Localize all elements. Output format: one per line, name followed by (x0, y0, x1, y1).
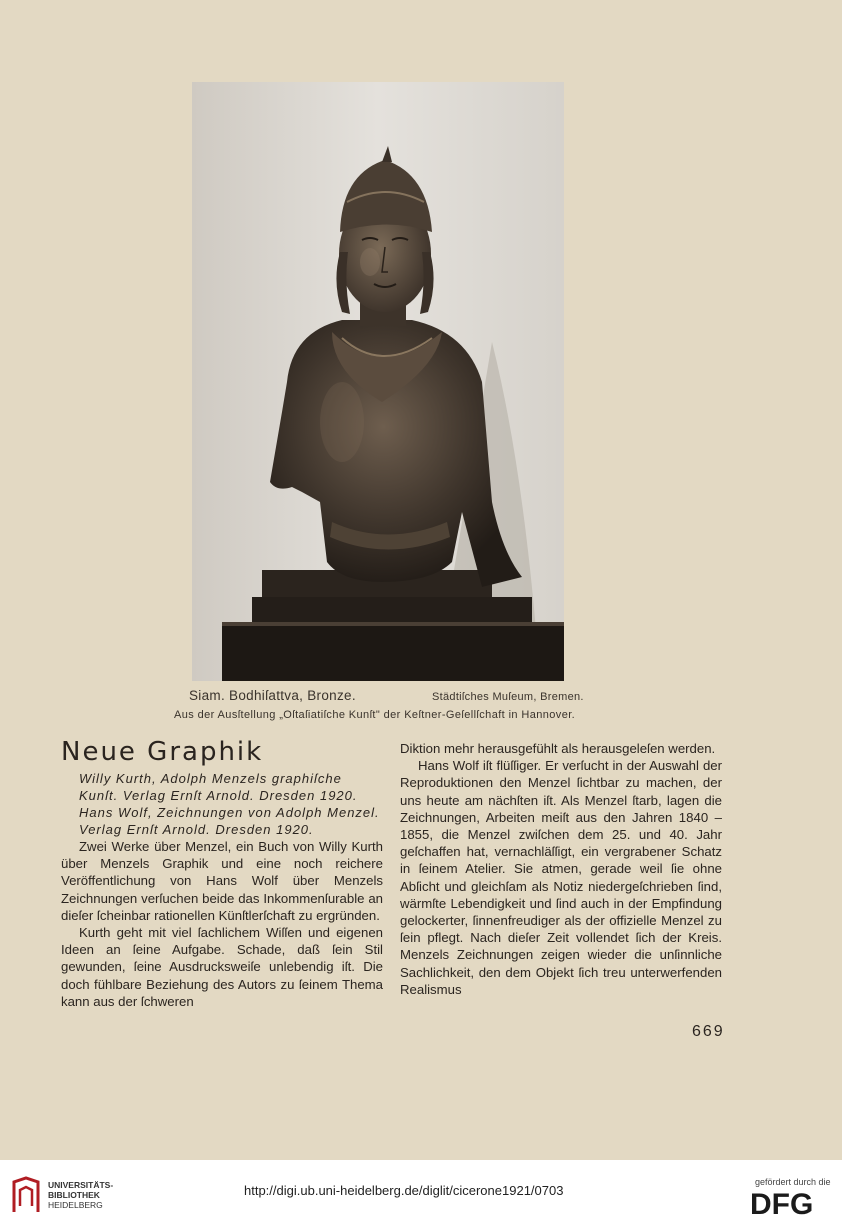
caption-exhibition: Aus der Ausſtellung „Oſtaſiatiſche Kunſt" der Keſtner-Geſellſchaft in Hannover. (174, 709, 576, 721)
left-column (61, 736, 383, 1010)
dfg-wordmark: DFG (750, 1188, 814, 1218)
page-number: 669 (692, 1023, 725, 1040)
paragraph: Kurth geht mit viel ſachlichem Wiſſen und eigenen Ideen an ſeine Aufgabe. Schade, daß ſein Stil gewunden, ſeine Ausdrucksweiſe unlebendig iſt. Die doch fühlbare Beziehung des Autors zu ſeinem Thema kann aus der ſchweren (61, 925, 383, 1009)
paragraph: Zwei Werke über Menzel, ein Buch von Willy Kurth über Menzels Graphik und eine noch reichere Veröffentlichung von Hans Wolf über Menzels Zeichnungen verſuchen beide das Inkommenſurable an dieſer ſcheinbar rationellen Künſtlerſchaft zu ergründen. (61, 839, 383, 923)
paragraph: Diktion mehr herausgefühlt als herausgeleſen werden. (400, 741, 716, 756)
library-name: UNIVERSITÄTS- BIBLIOTHEK HEIDELBERG (48, 1180, 114, 1210)
paragraph: Hans Wolf iſt flüſſiger. Er verſucht in der Auswahl der Reproduktionen den Menzel ſichtbar zu machen, der uns heute am nächſten iſt. Als Menzel ſtarb, lagen die Zeichnungen, Arbeiten meiſt aus den Jahren 1840 – 1855, die Menzel zwiſchen dem 25. und 40. Jahr geſchaffen hat, vernachläſſigt, ein vergrabener Schatz in ſeinem Atelier. Sie atmen, gerade weil ſie ohne Abſicht und gleichſam als Notiz niedergeſchrieben ſind, wärmſte Lebendigkeit und ſind auch in der Empfindung gelockerter, ſinnenfreudiger als der offizielle Menzel zu ſein pflegt. Nach dieſer Zeit vollendet ſich der Kreis. Menzels Zeichnungen zeigen wieder die unſinnliche Sachlichkeit, den dem Objekt ſich treu unterwerfenden Realismus (400, 758, 722, 997)
permalink[interactable]: http://digi.ub.uni-heidelberg.de/diglit/cicerone1921/0703 (244, 1183, 564, 1198)
digitization-footer (0, 1160, 842, 1227)
statue-photograph (192, 82, 564, 681)
bibliography-entry: Hans Wolf, Zeichnungen von Adolph Menzel. Verlag Ernſt Arnold. Dresden 1920. (79, 805, 380, 837)
caption-title: Siam. Bodhiſattva, Bronze. (189, 688, 356, 703)
right-column (400, 740, 722, 998)
article-title: Neue Graphik (61, 737, 264, 767)
university-library-logo-icon (10, 1176, 42, 1216)
bibliography-entry: Willy Kurth, Adolph Menzels graphiſche Kunſt. Verlag Ernſt Arnold. Dresden 1920. (79, 771, 358, 803)
caption-location: Städtiſches Muſeum, Bremen. (432, 691, 584, 703)
bodhisattva-statue-image (192, 82, 564, 681)
funding-label: gefördert durch die (755, 1177, 831, 1187)
dfg-logo-icon (750, 1188, 830, 1218)
